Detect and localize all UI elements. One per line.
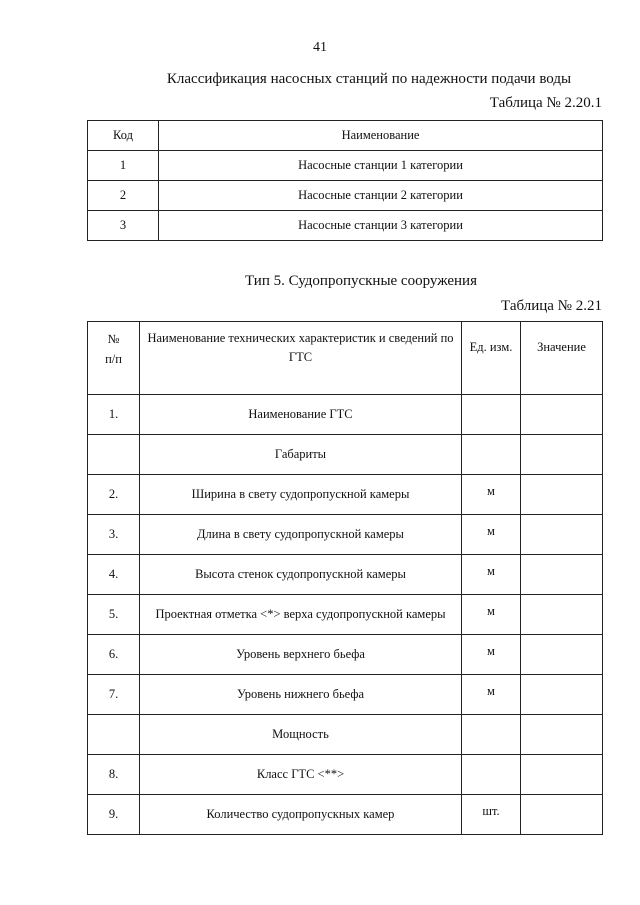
table-caption-2-21: Таблица № 2.21 <box>501 298 602 314</box>
cell-unit: шт. <box>462 795 521 835</box>
table-row <box>88 515 603 555</box>
table-row <box>88 181 603 211</box>
cell-number: 4. <box>88 555 140 595</box>
cell-number <box>88 715 140 755</box>
cell-number: 1. <box>88 395 140 435</box>
table-row <box>88 435 603 475</box>
pumping-stations-table <box>87 120 603 241</box>
ship-passing-structures-table <box>87 321 603 835</box>
cell-unit: м <box>462 555 521 595</box>
cell-number: 9. <box>88 795 140 835</box>
cell-unit <box>462 755 521 795</box>
cell-value <box>521 795 603 835</box>
header-number-line1: № <box>107 332 120 346</box>
cell-unit <box>462 715 521 755</box>
cell-unit: м <box>462 595 521 635</box>
cell-number: 3. <box>88 515 140 555</box>
cell-name: Количество судопропускных камер <box>140 795 462 835</box>
cell-value <box>521 715 603 755</box>
cell-value <box>521 435 603 475</box>
table-header-row <box>88 322 603 395</box>
cell-number: 8. <box>88 755 140 795</box>
cell-name: Наименование ГТС <box>140 395 462 435</box>
cell-code: 3 <box>88 211 159 241</box>
table-row <box>88 795 603 835</box>
cell-value <box>521 515 603 555</box>
header-name <box>140 322 462 395</box>
cell-name: Ширина в свету судопропускной камеры <box>140 475 462 515</box>
table-header-row <box>88 121 603 151</box>
header-code: Код <box>88 121 159 151</box>
cell-unit <box>462 395 521 435</box>
table-row <box>88 595 603 635</box>
table-row <box>88 715 603 755</box>
cell-unit: м <box>462 675 521 715</box>
section-title-ship-passing-structures: Тип 5. Судопропускные сооружения <box>245 273 477 289</box>
cell-number: 2. <box>88 475 140 515</box>
cell-unit: м <box>462 515 521 555</box>
cell-value <box>521 675 603 715</box>
cell-name: Уровень нижнего бьефа <box>140 675 462 715</box>
cell-value <box>521 635 603 675</box>
cell-number: 7. <box>88 675 140 715</box>
cell-unit <box>462 435 521 475</box>
cell-value <box>521 755 603 795</box>
table-row <box>88 755 603 795</box>
cell-name: Уровень верхнего бьефа <box>140 635 462 675</box>
table-row <box>88 395 603 435</box>
cell-unit: м <box>462 475 521 515</box>
cell-code: 2 <box>88 181 159 211</box>
cell-name: Класс ГТС <**> <box>140 755 462 795</box>
table-row <box>88 475 603 515</box>
cell-code: 1 <box>88 151 159 181</box>
header-name-line1: Наименование технических характеристик и сведений по <box>147 331 454 345</box>
header-name-line2: ГТС <box>288 350 313 364</box>
cell-name: Высота стенок судопропускной камеры <box>140 555 462 595</box>
cell-name: Длина в свету судопропускной камеры <box>140 515 462 555</box>
cell-number <box>88 435 140 475</box>
cell-name: Насосные станции 1 категории <box>159 151 603 181</box>
table-row <box>88 555 603 595</box>
cell-value <box>521 395 603 435</box>
header-number-line2: п/п <box>105 352 122 366</box>
table-row <box>88 675 603 715</box>
table-caption-2-20-1: Таблица № 2.20.1 <box>489 95 602 111</box>
table-row <box>88 635 603 675</box>
cell-unit: м <box>462 635 521 675</box>
cell-name: Проектная отметка <*> верха судопропускной камеры <box>140 595 462 635</box>
table-row <box>88 211 603 241</box>
page-number: 41 <box>313 40 327 55</box>
table-row <box>88 151 603 181</box>
cell-value <box>521 555 603 595</box>
cell-name: Мощность <box>140 715 462 755</box>
cell-name: Насосные станции 2 категории <box>159 181 603 211</box>
cell-value <box>521 595 603 635</box>
header-value: Значение <box>521 322 603 395</box>
cell-number: 6. <box>88 635 140 675</box>
cell-number: 5. <box>88 595 140 635</box>
header-unit: Ед. изм. <box>462 322 521 395</box>
header-name: Наименование <box>159 121 603 151</box>
section-title-pumping-stations: Классификация насосных станций по надежности подачи воды <box>166 71 572 87</box>
cell-name: Насосные станции 3 категории <box>159 211 603 241</box>
header-number <box>88 322 140 395</box>
cell-name: Габариты <box>140 435 462 475</box>
cell-value <box>521 475 603 515</box>
